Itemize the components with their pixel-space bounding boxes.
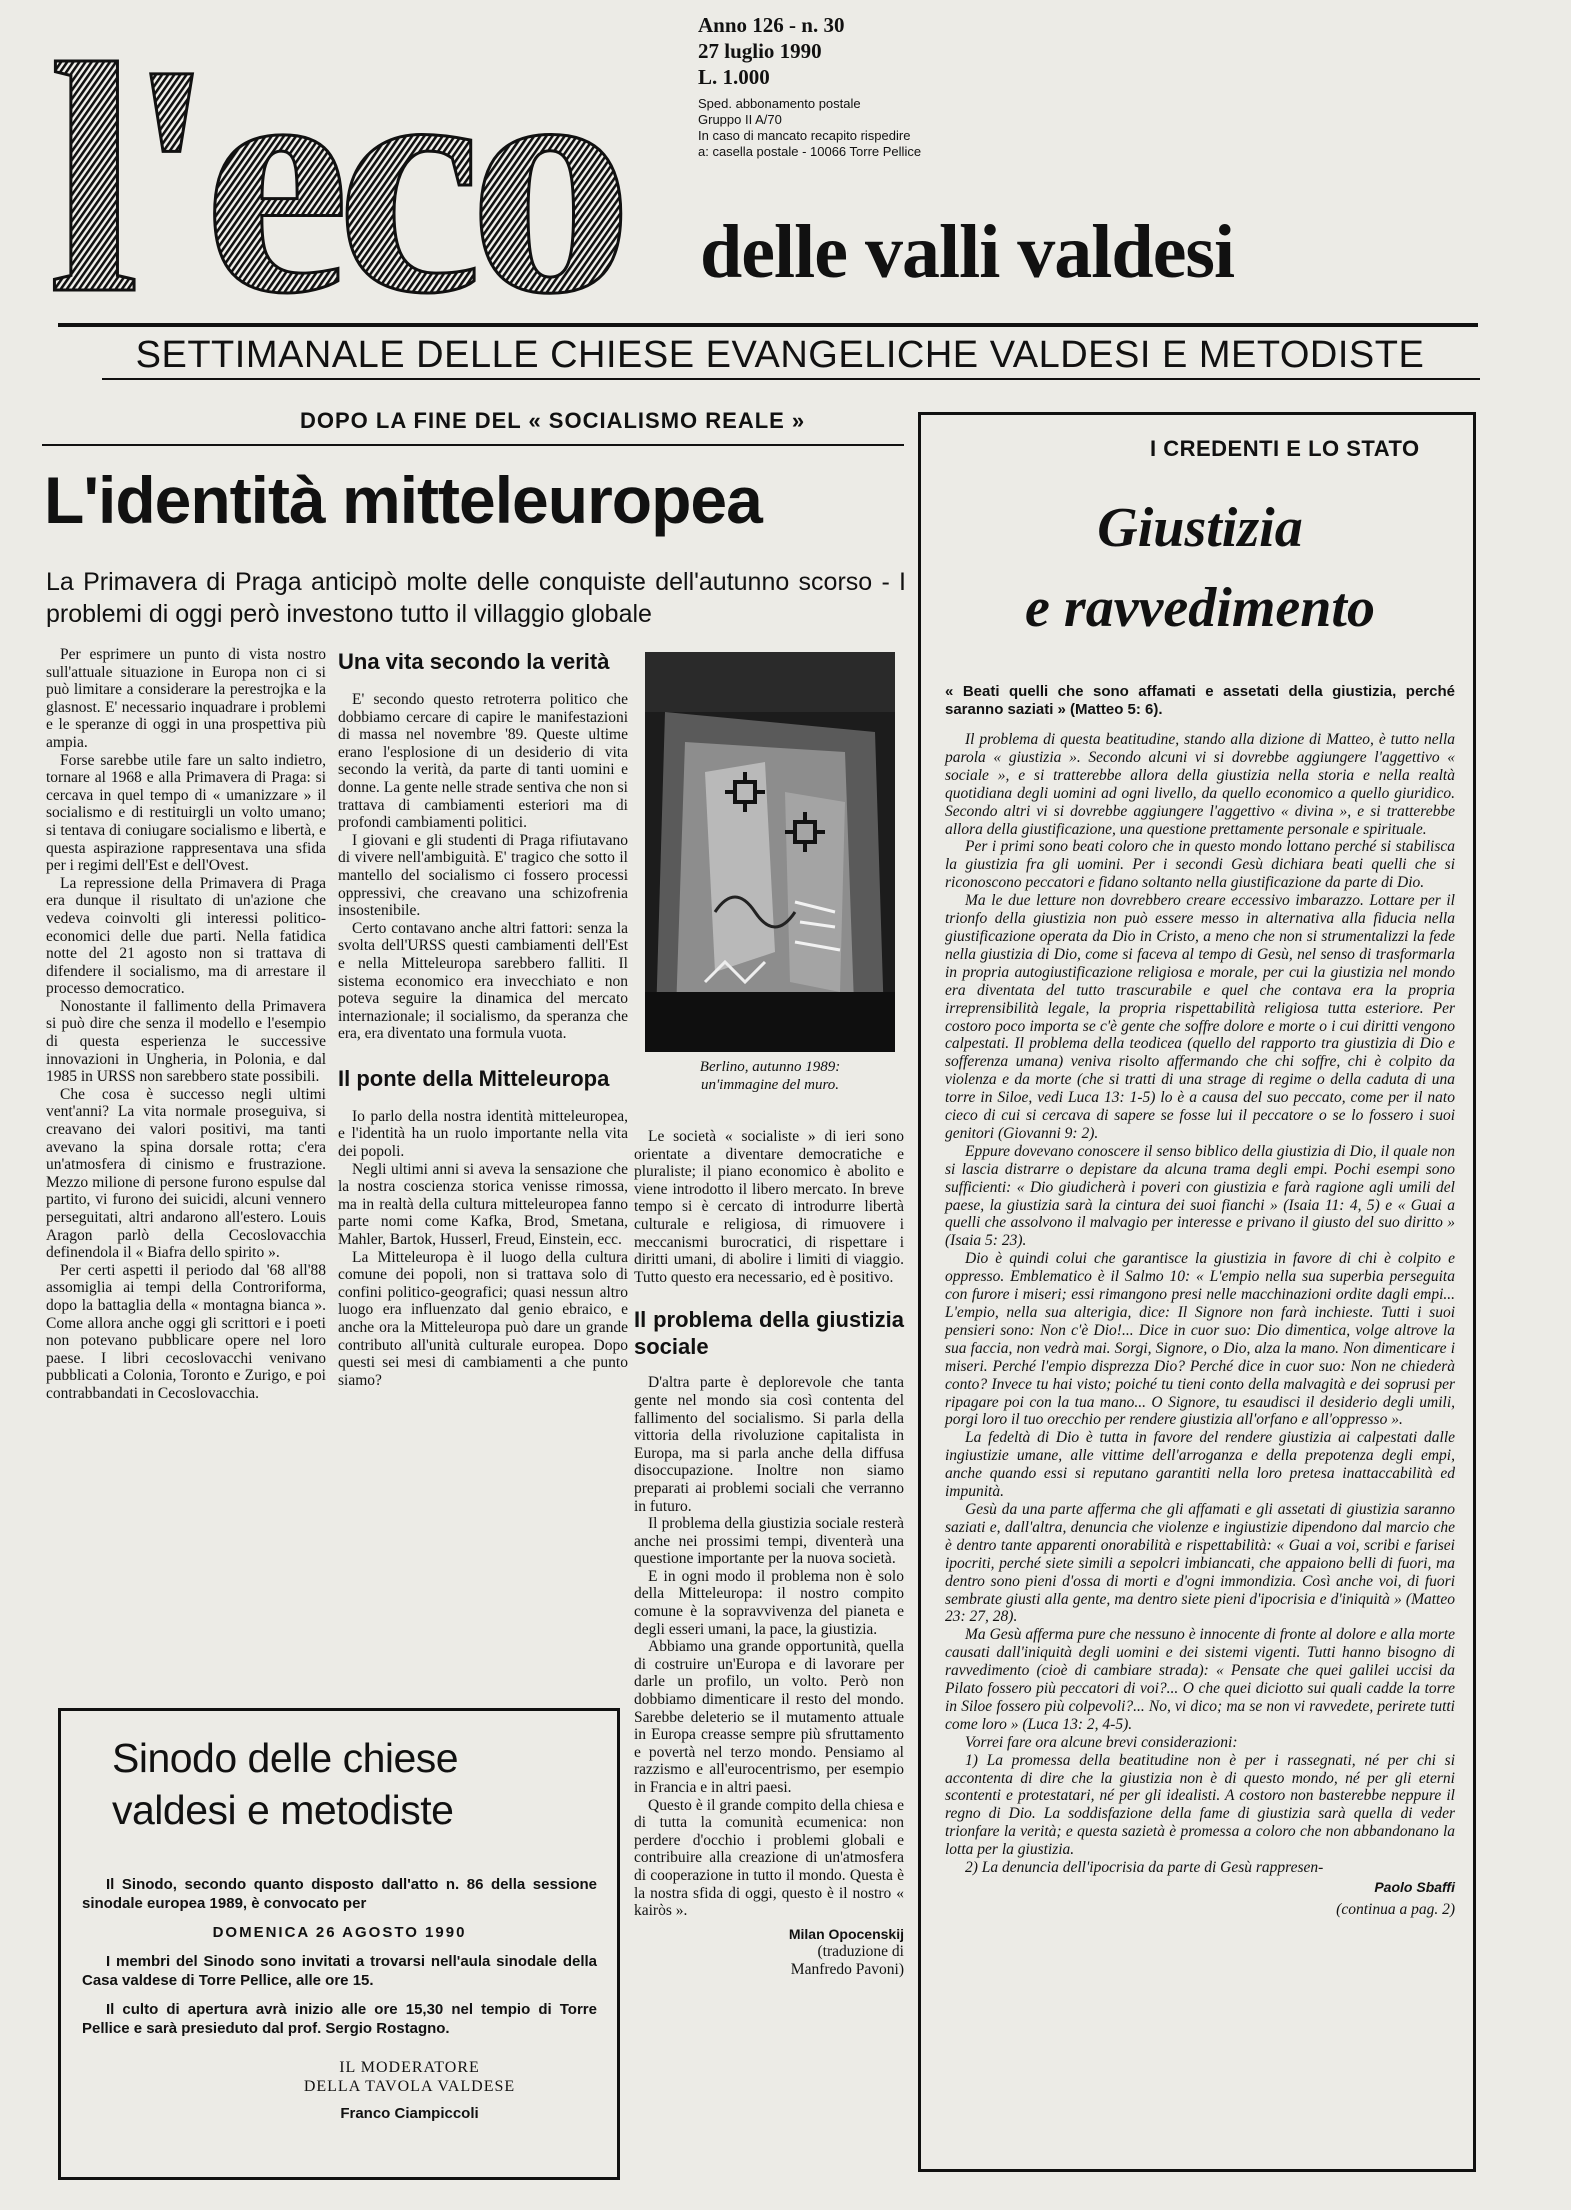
paragraph: E in ogni modo il problema non è solo della Mitteleuropa: il nostro compito comune è la sopravvivenza del pianeta e degli esseri umani, la pace, la giustizia. — [634, 1567, 904, 1638]
synod-paragraph: I membri del Sinodo sono invitati a trovarsi nell'aula sinodale della Casa valdese di Torre Pellice, alle ore 15. — [82, 1953, 597, 1989]
subhead-una-vita: Una vita secondo la verità — [338, 649, 610, 674]
paragraph: Per esprimere un punto di vista nostro sull'attuale situazione in Europa non ci si può limitare a considerare la perestrojka e la glasnost. E' necessario inquadrare i problemi e le speranze di oggi in una prospettiva più ampia. — [46, 646, 326, 751]
signoff-name: Franco Ciampiccoli — [340, 2105, 479, 2122]
kicker-rule — [42, 444, 904, 446]
paragraph: Questo è il grande compito della chiesa e di tutta la comunità ecumenica: non perdere d'occhio i problemi globali e contribuire alla creazione di un'atmosfera di cooperazione in tutto il mondo. Questa è la nostra sfida di oggi, questo è il nostro « kairòs ». — [634, 1796, 904, 1920]
paragraph: Il problema della giustizia sociale resterà anche nei prossimi tempi, diventerà una questione importante per la nuova società. — [634, 1515, 904, 1568]
masthead-logo — [40, 0, 680, 314]
subhead-giustizia-sociale: Il problema della giustizia sociale — [634, 1307, 904, 1360]
masthead-tagline: SETTIMANALE DELLE CHIESE EVANGELICHE VALDESI E METODISTE — [135, 334, 1425, 376]
paragraph: Certo contavano anche altri fattori: senza la svolta dell'URSS questi cambiamenti dell'Est e nella Mitteleuropa sarebbero falliti. Il sistema economico era invecchiato e non poteva seguire la dinamica del mercato internazionale; il socialismo, da speranza che era, era diventato una formula vuota. — [338, 919, 628, 1043]
synod-title-line: valdesi e metodiste — [112, 1787, 454, 1833]
signoff-line: IL MODERATORE — [339, 2059, 480, 2076]
article-kicker: DOPO LA FINE DEL « SOCIALISMO REALE » — [300, 408, 806, 433]
issue-info — [698, 12, 844, 90]
logo-graphic — [40, 0, 680, 314]
sidebar-kicker: I CREDENTI E LO STATO — [1150, 436, 1420, 461]
masthead-rule-top — [58, 323, 1478, 327]
synod-title — [112, 1732, 458, 1836]
sidebar-body — [945, 731, 1455, 1919]
synod-paragraph: Il culto di apertura avrà inizio alle ore 15,30 nel tempio di Torre Pellice e sarà presieduto dal prof. Sergio Rostagno. — [82, 2001, 597, 2037]
paragraph: Vorrei fare ora alcune brevi considerazioni: — [965, 1733, 1238, 1751]
logo-text: l'eco — [48, 0, 620, 314]
sidebar-title — [940, 488, 1460, 648]
paragraph: La Mitteleuropa è il luogo della cultura comune dei popoli, non si trattava solo di confini politico-geografici; quasi nessun altro luogo era influenzato dal genio ebraico, e anche ora la Mitteleuropa può dare un grande contributo all'unità culturale europea. Dopo questi sei mesi di cambiamenti a che punto siamo? — [338, 1248, 628, 1389]
paragraph: Che cosa è successo negli ultimi vent'anni? La vita normale proseguiva, si creavano dei valori positivi, ma tanti avevano la spina dorsale rotta; c'era un'atmosfera di cinismo e frustrazione. Mezzo milione di persone furono espulse dal partito, vi furono dei suicidi, alcuni vennero perseguitati, altri andarono all'estero. Louis Aragon parlò della Cecoslovacchia definendola il « Biafra dello spirito ». — [46, 1085, 326, 1262]
paragraph: I giovani e gli studenti di Praga rifiutavano di vivere nell'ambiguità. E' tragico che sotto il mantello del socialismo ci fossero processi oppressivi, che creavano una schizofrenia insostenibile. — [338, 831, 628, 920]
paragraph: Negli ultimi anni si aveva la sensazione che la nostra coscienza storica venisse rimossa, ma in realtà della cultura mitteleuropea fanno parte nomi come Kafka, Brod, Smetana, Mahler, Bartok, Husserl, Freud, Einstein, ecc. — [338, 1160, 628, 1249]
paragraph: 2) La denuncia dell'ipocrisia da parte di Gesù rappresen- — [965, 1859, 1324, 1877]
caption-line: Berlino, autunno 1989: — [699, 1059, 841, 1075]
sidebar-epigraph: « Beati quelli che sono affamati e assetati della giustizia, perché saranno saziati » (Matteo 5: 6). — [945, 683, 1455, 718]
paragraph: Abbiamo una grande opportunità, quella di costruire un'Europa e di lavorare per darle un profilo, un volto. Però non dobbiamo dimenticare il resto del mondo. Sarebbe deleterio se il mutamento attuale in Europa creasse sempre più sfruttamento e povertà nel terzo mondo. Pensiamo al razzismo e all'eurocentrismo, per esempio in Francia e in altri paesi. — [634, 1638, 904, 1796]
sidebar-author: Paolo Sbaffi — [1374, 1879, 1455, 1895]
signoff-line: DELLA TAVOLA VALDESE — [303, 2078, 516, 2095]
article-column-3 — [634, 1128, 904, 1979]
postal-line: In caso di mancato recapito rispedire — [698, 128, 911, 143]
article-deck: La Primavera di Praga anticipò molte delle conquiste dell'autunno scorso - I problemi di oggi però investono tutto il villaggio globale — [46, 568, 906, 628]
paragraph: Nonostante il fallimento della Primavera si può dire che senza il modello e l'esempio di questa esperienza le successive innovazioni in Ungheria, in Polonia, e dal 1985 in URSS non sarebbero state possibili. — [46, 997, 326, 1086]
author-name: Milan Opocenskij — [788, 1925, 904, 1942]
paragraph: Per i primi sono beati coloro che in questo mondo lottano perché si stabilisca la giustizia fra gli uomini. Per i secondi Gesù dichiara beati quelli che si riconoscono peccatori e fidano soltanto nella giustificazione da parte di Dio. — [945, 838, 1455, 892]
paragraph: Gesù da una parte afferma che gli affamati e gli assetati di giustizia saranno saziati e, dall'altra, denuncia che violenze e ingiustizie dipendono dal marcio che è dentro tante apparenti onorabilità e rispettabilità: « Guai a voi, scribi e farisei ipocriti, perché siete simili a sepolcri imbiancati, che appaiono belli di fuori, ma dentro sono pieni d'ossa di morti e d'ogni immondizia. Così anche voi, di fuori sembrate giusti alla gente, ma dentro siete pieni d'ipocrisia e d'iniquità » (Matteo 23: 27, 28). — [945, 1500, 1455, 1626]
synod-date: DOMENICA 26 AGOSTO 1990 — [212, 1924, 467, 1941]
article-column-2 — [338, 648, 628, 1389]
paragraph: Le società « socialiste » di ieri sono orientate a diventare democratiche e pluraliste; il piano economico è abolito e viene introdotto il libero mercato. In breve tempo si è cercato di introdurre libertà culturale e religiosa, di rimuovere i meccanismi burocratici, di rispettare i diritti umani, di abolire i limiti di viaggio. Tutto questo era necessario, ed è positivo. — [634, 1128, 904, 1286]
paragraph: D'altra parte è deplorevole che tanta gente nel mondo sia così contenta del fallimento del socialismo. Si parla della vittoria della rivoluzione capitalista in Europa, ma si parla anche della diffusa disoccupazione. Inoltre non siamo preparati ai problemi sociali che verranno in futuro. — [634, 1374, 904, 1515]
continued-note: (continua a pag. 2) — [1336, 1900, 1455, 1918]
paragraph: Per certi aspetti il periodo dal '68 all'88 assomiglia ai tempi della Controriforma, dopo la battaglia della « montagna bianca ». Come allora anche oggi gli scrittori e i poeti non potevano pubblicare opere nel loro paese. I libri cecoslovacchi venivano pubblicati a Colonia, Toronto e Zurigo, e poi contrabbandati in Cecoslovacchia. — [46, 1261, 326, 1402]
paragraph: E' secondo questo retroterra politico che dobbiamo cercare di capire le manifestazioni di massa nel novembre '89. Queste ultime erano l'esplosione di un desiderio di vita secondo la verità, da parte di tanti uomini e donne. La gente nelle strade sentiva che non si trattava di cambiamenti esteriori ma di profondi cambiamenti politici. — [338, 691, 628, 832]
berlin-wall-photo — [645, 652, 895, 1052]
translator-line: Manfredo Pavoni) — [790, 1960, 904, 1978]
paragraph: 1) La promessa della beatitudine non è per i rassegnati, né per chi si accontenta di dire che la giustizia non è di questo mondo, né per gli eterni scontenti e protestatari, né per gli idealisti. A costoro non basterebbe neppure il regno di Dio. La soddisfazione della fame di giustizia sarà quella di veder trionfare la verità; e questa sazietà è promessa a coloro che non abbandonano la lotta per la giustizia. — [945, 1751, 1455, 1859]
sidebar-title-line: Giustizia — [1097, 497, 1303, 559]
article-headline: L'identità mitteleuropea — [44, 463, 762, 537]
article-column-1 — [46, 646, 326, 1403]
synod-text — [82, 1875, 597, 2123]
issue-date: 27 luglio 1990 — [698, 39, 822, 63]
paragraph: La repressione della Primavera di Praga era dunque il risultato di un'azione che vedeva coinvolti gli interessi politico-economici delle due parti. Nella fatidica notte del 21 agosto non si trattava di difendere il socialismo, ma di arrestare il processo democratico. — [46, 874, 326, 998]
issue-price: L. 1.000 — [698, 65, 770, 89]
masthead-subtitle: delle valli valdesi — [700, 210, 1235, 294]
paragraph: Ma le due letture non dovrebbero creare eccessivo imbarazzo. Lottare per il trionfo della giustizia non può essere messo in alternativa alla fiducia nella giustificazione operata da Dio in Cristo, a meno che non si strumentalizzi la fede nella giustizia di Dio, come si faceva al tempo di Gesù, nel senso di trasformarla in propria autogiustificazione religiosa e morale, per cui la giustizia nel mondo era diventata del tutto trascurabile e quel che contava era la propria irreprensibilità legale, la propria rispettabilità religiosa tutta esteriore. Per costoro poco importa se c'è gente che soffre dolore e morte o i cui diritti vengono calpestati. Il problema della teodicea (quello del rapporto tra giustizia di Dio e sofferenza umana) veniva risolto affermando che chi soffre, chi è colpito da violenza e da morte (che si tratti di una strage di regime o della caduta di una torre in Siloe, vedi Luca 13: 1-5) lo è a causa del suo peccato, come per il nato cieco di cui si cercava di sapere se fosse lui il peccatore o se lo fossero i suoi genitori (Giovanni 9: 2). — [945, 892, 1455, 1142]
paragraph: La fedeltà di Dio è tutta in favore del rendere giustizia ai calpestati dalle ingiustizie umane, alle vittime dell'arroganza e della prepotenza degli empi, anche quando essi si reputano garantiti nella loro pretesa inattaccabilità ed impunità. — [945, 1429, 1455, 1501]
issue-number: Anno 126 - n. 30 — [698, 13, 845, 37]
sidebar-title-line: e ravvedimento — [1025, 577, 1375, 639]
photo-caption — [640, 1058, 900, 1094]
masthead-rule-bottom — [102, 378, 1480, 380]
article-byline — [634, 1926, 904, 1979]
translator-line: (traduzione di — [817, 1943, 904, 1961]
paragraph: Ma Gesù afferma pure che nessuno è innocente di fronte al dolore e alla morte causati dall'iniquità degli uomini e dei sistemi vigenti. Tutti hanno bisogno di ravvedimento (cioè di cambiare strada): « Pensate che quei galilei uccisi da Pilato fossero più peccatori di voi?... O che quei diciotto sui quali cadde la torre in Siloe fossero più colpevoli?... No, vi dico; ma se non vi ravvedete, perirete tutti come loro » (Luca 13: 2, 4-5). — [945, 1626, 1455, 1733]
paragraph: Forse sarebbe utile fare un salto indietro, tornare al 1968 e alla Primavera di Praga: si cercava in quel tempo di « umanizzare » il socialismo e di restituirgli un volto umano; si tentava di coniugare socialismo e libertà, e questa aspirazione rappresentava una sfida per i regimi dell'Est e dell'Ovest. — [46, 751, 326, 875]
synod-signoff — [222, 2058, 597, 2123]
postal-line: Sped. abbonamento postale — [698, 96, 861, 111]
paragraph: Il problema di questa beatitudine, stando alla dizione di Matteo, è tutto nella parola « giustizia ». Secondo alcuni vi si dovrebbe aggiungere l'aggettivo « sociale », e si tratterebbe allora della giustizia nella storia e nella realtà quotidiana degli uomini ad ogni livello, da quello economico a quello giuridico. Secondo altri vi si dovrebbe aggiungere l'aggettivo « divina », e si tratterebbe allora della giustificazione, una questione prettamente personale e spirituale. — [945, 731, 1455, 838]
postal-line: a: casella postale - 10066 Torre Pellice — [698, 144, 922, 159]
postal-line: Gruppo II A/70 — [698, 112, 782, 127]
photo-graphic — [645, 652, 895, 1052]
subhead-ponte: Il ponte della Mitteleuropa — [338, 1065, 610, 1091]
paragraph: Io parlo della nostra identità mitteleuropea, e l'identità ha un ruolo importante nella vita dei popoli. — [338, 1107, 628, 1161]
postal-info — [698, 96, 921, 160]
caption-line: un'immagine del muro. — [700, 1077, 840, 1093]
synod-paragraph: Il Sinodo, secondo quanto disposto dall'atto n. 86 della sessione sinodale europea 1989, è convocato per — [82, 1876, 597, 1912]
synod-title-line: Sinodo delle chiese — [112, 1735, 459, 1781]
paragraph: Dio è quindi colui che garantisce la giustizia in favore di chi è colpito e oppresso. Emblematico è il Salmo 10: « L'empio nella sua superbia perseguita con furore i miseri; essi rimangono presi nelle macchinazioni ordite dagli empi... L'empio, nella sua alterigia, dice: Il Signore non farà inchieste. Tutti i suoi pensieri sono: Non c'è Dio!... Dice in cuor suo: Dio dimentica, volge altrove la sua faccia, non vedrà mai. Sorgi, Signore, o Dio, alza la mano. Non dimenticare i miseri. Perché l'empio disprezza Dio? Perché dice in cuor suo: Non ne chiederà conto? Invece tu hai visto; poiché tu tieni conto della malvagità e dei soprusi per ripagare poi con la tua mano... O Signore, tu esaudisci il desiderio degli umili, porgi loro il tuo orecchio per rendere giustizia all'orfano e all'oppresso ». — [945, 1250, 1455, 1429]
paragraph: Eppure dovevano conoscere il senso biblico della giustizia di Dio, il quale non si lascia distrarre o depistare da alcuna trama degli empi. Pochi esempi sono sufficienti: « Dio giudicherà i poveri con giustizia e farà ragione agli umili del paese, la giustizia sarà la cintura dei suoi fianchi » (Isaia 11: 4, 5) e « Guai a quelli che assolvono il malvagio per interesse e privano il giusto del suo diritto » (Isaia 5: 23). — [945, 1142, 1455, 1250]
